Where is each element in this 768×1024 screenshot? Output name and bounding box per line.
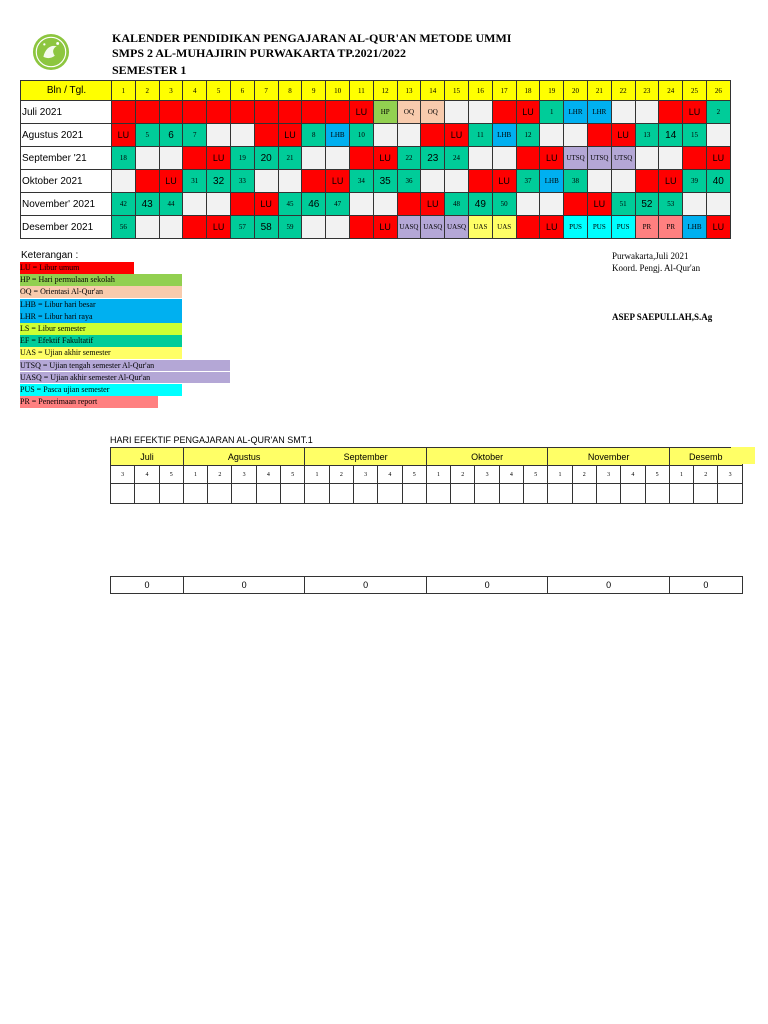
- calendar-day-cell: LU: [278, 124, 302, 147]
- calendar-day-cell: [564, 124, 588, 147]
- calendar-day-cell: LU: [540, 216, 564, 239]
- week-number: 2: [208, 466, 232, 484]
- calendar-month-row: [21, 147, 731, 170]
- effective-month-header: Juli: [111, 448, 184, 466]
- day-header: 25: [683, 81, 707, 101]
- calendar-day-cell: [683, 147, 707, 170]
- calendar-day-cell: LU: [421, 193, 445, 216]
- calendar-day-cell: 10: [349, 124, 373, 147]
- calendar-day-cell: 31: [183, 170, 207, 193]
- calendar-day-cell: [468, 101, 492, 124]
- calendar-day-cell: 58: [254, 216, 278, 239]
- day-header: 5: [207, 81, 231, 101]
- legend-title: Keterangan :: [21, 250, 79, 261]
- calendar-day-cell: 43: [135, 193, 159, 216]
- calendar-day-cell: 50: [492, 193, 516, 216]
- month-label: Oktober 2021: [21, 170, 112, 193]
- calendar-day-cell: [230, 124, 254, 147]
- calendar-day-cell: [183, 193, 207, 216]
- day-header: 22: [611, 81, 635, 101]
- calendar-day-cell: 15: [683, 124, 707, 147]
- calendar-day-cell: LU: [587, 193, 611, 216]
- calendar-day-cell: LHR: [587, 101, 611, 124]
- calendar-day-cell: [159, 216, 183, 239]
- calendar-day-cell: 35: [373, 170, 397, 193]
- effective-day-input-cell: [378, 484, 402, 504]
- calendar-day-cell: 40: [706, 170, 730, 193]
- calendar-day-cell: 57: [230, 216, 254, 239]
- calendar-day-cell: [207, 101, 231, 124]
- calendar-day-cell: 18: [112, 147, 136, 170]
- calendar-day-cell: LU: [373, 147, 397, 170]
- calendar-day-cell: [516, 216, 540, 239]
- month-label: Desember 2021: [21, 216, 112, 239]
- calendar-day-cell: [278, 170, 302, 193]
- week-number: 3: [718, 466, 742, 484]
- calendar-day-cell: LU: [683, 101, 707, 124]
- day-header: 2: [135, 81, 159, 101]
- calendar-day-cell: PR: [659, 216, 683, 239]
- week-number: 1: [305, 466, 329, 484]
- calendar-day-cell: [159, 147, 183, 170]
- effective-day-input-cell: [111, 484, 135, 504]
- calendar-day-cell: 48: [445, 193, 469, 216]
- effective-day-input-cell: [208, 484, 232, 504]
- legend-item: EF = Efektif Fakultatif: [20, 335, 182, 347]
- calendar-day-cell: 42: [112, 193, 136, 216]
- calendar-day-cell: [659, 101, 683, 124]
- calendar-day-cell: [112, 101, 136, 124]
- week-number: 3: [232, 466, 256, 484]
- effective-month-total: 0: [548, 577, 670, 594]
- signature-place-date: Purwakarta,Juli 2021: [612, 251, 689, 261]
- effective-totals-table: [110, 576, 743, 594]
- calendar-day-cell: 39: [683, 170, 707, 193]
- calendar-day-cell: 2: [706, 101, 730, 124]
- calendar-day-cell: [183, 216, 207, 239]
- calendar-month-row: [21, 170, 731, 193]
- week-number: 5: [524, 466, 548, 484]
- calendar-day-cell: 38: [564, 170, 588, 193]
- calendar-day-cell: 34: [349, 170, 373, 193]
- calendar-day-cell: [635, 170, 659, 193]
- calendar-day-cell: UTSQ: [564, 147, 588, 170]
- effective-month-total: 0: [111, 577, 184, 594]
- calendar-day-cell: [278, 101, 302, 124]
- calendar-day-cell: UTSQ: [587, 147, 611, 170]
- effective-days-table: [110, 447, 743, 504]
- day-header: 3: [159, 81, 183, 101]
- calendar-day-cell: [421, 170, 445, 193]
- legend-item: PUS = Pasca ujian semester: [20, 384, 182, 396]
- calendar-day-cell: [468, 147, 492, 170]
- day-header: 17: [492, 81, 516, 101]
- month-label: Juli 2021: [21, 101, 112, 124]
- effective-day-input-cell: [281, 484, 305, 504]
- legend-item: LS = Libur semester: [20, 323, 182, 335]
- calendar-day-cell: 13: [635, 124, 659, 147]
- week-number: 5: [159, 466, 183, 484]
- calendar-day-cell: [516, 147, 540, 170]
- effective-day-input-cell: [596, 484, 620, 504]
- calendar-day-cell: 19: [230, 147, 254, 170]
- calendar-day-cell: HP: [373, 101, 397, 124]
- effective-month-total: 0: [305, 577, 427, 594]
- calendar-day-cell: [254, 124, 278, 147]
- calendar-day-cell: [421, 124, 445, 147]
- calendar-day-cell: PUS: [611, 216, 635, 239]
- calendar-day-cell: [349, 216, 373, 239]
- week-number: 2: [694, 466, 718, 484]
- day-header: 11: [349, 81, 373, 101]
- effective-day-input-cell: [669, 484, 693, 504]
- calendar-day-cell: [540, 193, 564, 216]
- legend-item: OQ = Orientasi Al-Qur'an: [20, 286, 182, 298]
- calendar-day-cell: UAS: [492, 216, 516, 239]
- month-label: Agustus 2021: [21, 124, 112, 147]
- calendar-day-cell: [445, 101, 469, 124]
- effective-month-header: September: [305, 448, 426, 466]
- calendar-day-cell: [230, 193, 254, 216]
- effective-day-input-cell: [232, 484, 256, 504]
- day-header: 24: [659, 81, 683, 101]
- calendar-day-cell: [683, 193, 707, 216]
- day-header: 14: [421, 81, 445, 101]
- calendar-day-cell: 24: [445, 147, 469, 170]
- calendar-day-cell: UASQ: [421, 216, 445, 239]
- calendar-day-cell: 14: [659, 124, 683, 147]
- calendar-day-cell: PR: [635, 216, 659, 239]
- effective-day-input-cell: [718, 484, 742, 504]
- legend-item: HP = Hari permulaan sekolah: [20, 274, 182, 286]
- calendar-day-cell: LU: [159, 170, 183, 193]
- calendar-day-cell: 7: [183, 124, 207, 147]
- calendar-day-cell: [302, 147, 326, 170]
- day-header: 4: [183, 81, 207, 101]
- week-number: 5: [402, 466, 426, 484]
- effective-day-input-cell: [353, 484, 377, 504]
- calendar-day-cell: 53: [659, 193, 683, 216]
- calendar-day-cell: [445, 170, 469, 193]
- calendar-day-cell: 49: [468, 193, 492, 216]
- calendar-day-cell: LU: [349, 101, 373, 124]
- calendar-day-cell: [587, 170, 611, 193]
- week-number: 1: [426, 466, 450, 484]
- day-header: 15: [445, 81, 469, 101]
- effective-month-header: Oktober: [426, 448, 547, 466]
- calendar-day-cell: [135, 216, 159, 239]
- calendar-day-cell: [302, 101, 326, 124]
- calendar-day-cell: LU: [445, 124, 469, 147]
- week-number: 2: [451, 466, 475, 484]
- calendar-day-cell: LHB: [492, 124, 516, 147]
- day-header: 16: [468, 81, 492, 101]
- calendar-day-cell: [254, 101, 278, 124]
- effective-day-input-cell: [645, 484, 669, 504]
- header-school: SMPS 2 AL-MUHAJIRIN PURWAKARTA TP.2021/2022: [112, 46, 406, 60]
- calendar-month-row: [21, 124, 731, 147]
- week-number: 4: [499, 466, 523, 484]
- calendar-day-cell: [183, 101, 207, 124]
- calendar-day-cell: 1: [540, 101, 564, 124]
- calendar-day-cell: 32: [207, 170, 231, 193]
- calendar-day-cell: LU: [611, 124, 635, 147]
- calendar-day-cell: 46: [302, 193, 326, 216]
- calendar-day-cell: [230, 101, 254, 124]
- week-number: 3: [111, 466, 135, 484]
- calendar-day-cell: OQ: [397, 101, 421, 124]
- day-header: 10: [326, 81, 350, 101]
- calendar-day-cell: [516, 193, 540, 216]
- calendar-day-cell: [492, 147, 516, 170]
- week-number: 3: [475, 466, 499, 484]
- calendar-day-cell: 20: [254, 147, 278, 170]
- effective-day-input-cell: [548, 484, 572, 504]
- calendar-day-cell: UTSQ: [611, 147, 635, 170]
- calendar-day-cell: 21: [278, 147, 302, 170]
- calendar-day-cell: [635, 101, 659, 124]
- effective-day-input-cell: [329, 484, 353, 504]
- calendar-day-cell: LU: [516, 101, 540, 124]
- day-header: 1: [112, 81, 136, 101]
- day-header: 13: [397, 81, 421, 101]
- effective-month-total: 0: [669, 577, 742, 594]
- calendar-day-cell: LU: [492, 170, 516, 193]
- effective-day-input-cell: [426, 484, 450, 504]
- week-number: 1: [548, 466, 572, 484]
- calendar-day-cell: 33: [230, 170, 254, 193]
- day-header: 18: [516, 81, 540, 101]
- calendar-day-cell: [207, 193, 231, 216]
- calendar-day-cell: [326, 101, 350, 124]
- week-number: 1: [669, 466, 693, 484]
- calendar-day-cell: LHB: [540, 170, 564, 193]
- effective-day-input-cell: [256, 484, 280, 504]
- calendar-day-cell: [492, 101, 516, 124]
- month-label: September '21: [21, 147, 112, 170]
- calendar-day-cell: [373, 193, 397, 216]
- calendar-day-cell: PUS: [564, 216, 588, 239]
- week-number: 4: [621, 466, 645, 484]
- legend-item: UAS = Ujian akhir semester: [20, 347, 182, 359]
- calendar-day-cell: LU: [706, 147, 730, 170]
- day-header: 6: [230, 81, 254, 101]
- calendar-day-cell: [326, 216, 350, 239]
- calendar-day-cell: [302, 170, 326, 193]
- week-number: 4: [378, 466, 402, 484]
- day-header: 8: [278, 81, 302, 101]
- calendar-day-cell: 12: [516, 124, 540, 147]
- calendar-day-cell: [659, 147, 683, 170]
- calendar-day-cell: [706, 124, 730, 147]
- legend-item: LHB = Libur hari besar: [20, 299, 182, 311]
- effective-day-input-cell: [475, 484, 499, 504]
- day-header: 7: [254, 81, 278, 101]
- calendar-day-cell: 45: [278, 193, 302, 216]
- calendar-day-cell: [135, 147, 159, 170]
- calendar-day-cell: 56: [112, 216, 136, 239]
- effective-day-input-cell: [305, 484, 329, 504]
- day-header: 26: [706, 81, 730, 101]
- calendar-month-row: [21, 193, 731, 216]
- calendar-day-cell: LU: [373, 216, 397, 239]
- calendar-day-cell: 36: [397, 170, 421, 193]
- header-title: KALENDER PENDIDIKAN PENGAJARAN AL-QUR'AN METODE UMMI: [112, 31, 512, 45]
- calendar-day-cell: LU: [207, 216, 231, 239]
- calendar-day-cell: 22: [397, 147, 421, 170]
- calendar-day-cell: UASQ: [397, 216, 421, 239]
- calendar-corner-label: Bln / Tgl.: [21, 81, 112, 101]
- week-number: 4: [256, 466, 280, 484]
- calendar-day-cell: 59: [278, 216, 302, 239]
- calendar-table: [20, 80, 731, 239]
- day-header: 19: [540, 81, 564, 101]
- day-header: 20: [564, 81, 588, 101]
- calendar-day-cell: UAS: [468, 216, 492, 239]
- calendar-day-cell: [611, 101, 635, 124]
- month-label: November' 2021: [21, 193, 112, 216]
- day-header: 9: [302, 81, 326, 101]
- calendar-day-cell: [564, 193, 588, 216]
- calendar-day-cell: [397, 193, 421, 216]
- day-header: 23: [635, 81, 659, 101]
- calendar-day-cell: LU: [540, 147, 564, 170]
- calendar-day-cell: LU: [254, 193, 278, 216]
- calendar-day-cell: 47: [326, 193, 350, 216]
- week-number: 2: [572, 466, 596, 484]
- effective-days-title: HARI EFEKTIF PENGAJARAN AL-QUR'AN SMT.1: [110, 435, 313, 445]
- legend-item: PR = Penerimaan report: [20, 396, 158, 408]
- calendar-day-cell: OQ: [421, 101, 445, 124]
- calendar-day-cell: 6: [159, 124, 183, 147]
- calendar-month-row: [21, 216, 731, 239]
- calendar-day-cell: [349, 193, 373, 216]
- calendar-day-cell: LHR: [564, 101, 588, 124]
- effective-day-input-cell: [135, 484, 159, 504]
- calendar-day-cell: [635, 147, 659, 170]
- calendar-day-cell: 5: [135, 124, 159, 147]
- week-number: 3: [596, 466, 620, 484]
- header-semester: SEMESTER 1: [112, 63, 187, 77]
- effective-day-input-cell: [621, 484, 645, 504]
- calendar-month-row: [21, 101, 731, 124]
- calendar-day-cell: 51: [611, 193, 635, 216]
- week-number: 1: [183, 466, 207, 484]
- week-number: 4: [135, 466, 159, 484]
- calendar-day-cell: [373, 124, 397, 147]
- effective-day-input-cell: [183, 484, 207, 504]
- calendar-day-cell: [587, 124, 611, 147]
- calendar-day-cell: [254, 170, 278, 193]
- effective-day-input-cell: [524, 484, 548, 504]
- effective-month-header: November: [548, 448, 669, 466]
- effective-day-input-cell: [451, 484, 475, 504]
- calendar-day-cell: 23: [421, 147, 445, 170]
- calendar-day-cell: 52: [635, 193, 659, 216]
- effective-day-input-cell: [159, 484, 183, 504]
- calendar-day-cell: [135, 101, 159, 124]
- week-number: 2: [329, 466, 353, 484]
- calendar-day-cell: UASQ: [445, 216, 469, 239]
- calendar-day-cell: 44: [159, 193, 183, 216]
- calendar-day-cell: LU: [207, 147, 231, 170]
- effective-header-overflow: [731, 447, 755, 464]
- effective-day-input-cell: [572, 484, 596, 504]
- calendar-day-cell: [468, 170, 492, 193]
- effective-month-total: 0: [426, 577, 548, 594]
- calendar-day-cell: 11: [468, 124, 492, 147]
- calendar-day-cell: LU: [706, 216, 730, 239]
- calendar-day-cell: [302, 216, 326, 239]
- legend-item: UASQ = Ujian akhir semester Al-Qur'an: [20, 372, 230, 383]
- calendar-day-cell: [397, 124, 421, 147]
- calendar-day-cell: [135, 170, 159, 193]
- calendar-day-cell: LU: [326, 170, 350, 193]
- calendar-day-cell: LHB: [683, 216, 707, 239]
- calendar-day-cell: [611, 170, 635, 193]
- effective-day-input-cell: [499, 484, 523, 504]
- calendar-day-cell: LU: [112, 124, 136, 147]
- effective-day-input-cell: [402, 484, 426, 504]
- calendar-day-cell: 8: [302, 124, 326, 147]
- calendar-day-cell: [112, 170, 136, 193]
- calendar-day-cell: [326, 147, 350, 170]
- effective-month-header: Desemb: [669, 448, 742, 466]
- legend-item: LHR = Libur hari raya: [20, 311, 182, 323]
- calendar-day-cell: LHB: [326, 124, 350, 147]
- calendar-day-cell: 37: [516, 170, 540, 193]
- calendar-day-cell: [706, 193, 730, 216]
- legend-item: UTSQ = Ujian tengah semester Al-Qur'an: [20, 360, 230, 371]
- day-header: 12: [373, 81, 397, 101]
- week-number: 3: [353, 466, 377, 484]
- calendar-day-cell: PUS: [587, 216, 611, 239]
- calendar-day-cell: [540, 124, 564, 147]
- effective-month-total: 0: [183, 577, 305, 594]
- effective-month-header: Agustus: [183, 448, 304, 466]
- calendar-day-cell: [183, 147, 207, 170]
- signature-role: Koord. Pengj. Al-Qur'an: [612, 263, 701, 273]
- week-number: 5: [281, 466, 305, 484]
- day-header: 21: [587, 81, 611, 101]
- calendar-day-cell: [207, 124, 231, 147]
- calendar-day-cell: [349, 147, 373, 170]
- signature-name: ASEP SAEPULLAH,S.Ag: [612, 312, 713, 322]
- effective-day-input-cell: [694, 484, 718, 504]
- week-number: 5: [645, 466, 669, 484]
- calendar-day-cell: [159, 101, 183, 124]
- school-logo: [32, 33, 70, 71]
- legend-item: LU = Libur umum: [20, 262, 134, 274]
- calendar-day-cell: LU: [659, 170, 683, 193]
